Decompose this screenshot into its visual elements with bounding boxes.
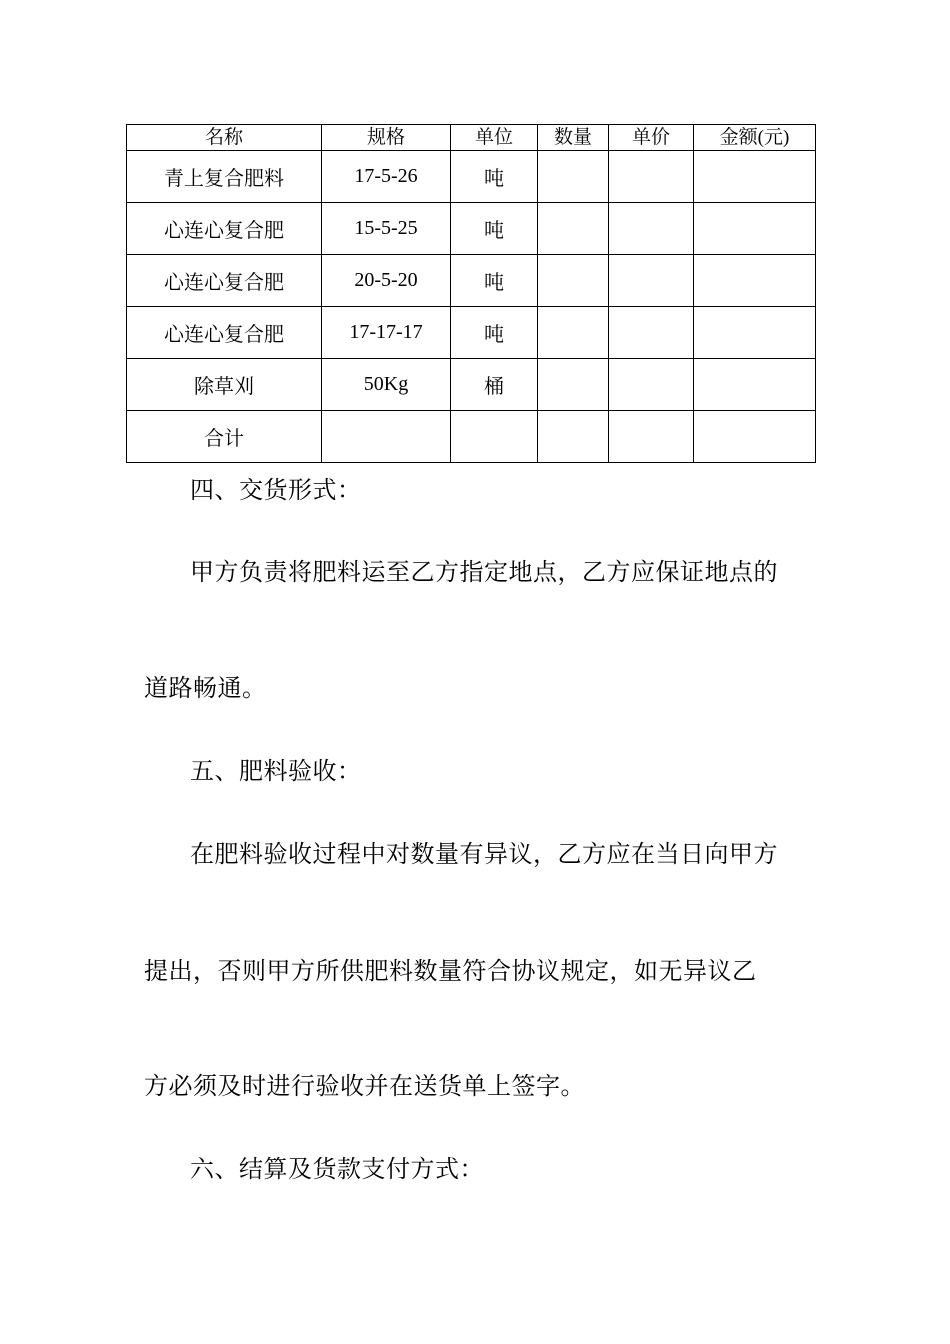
table-row [127,151,816,203]
fertilizer-table [126,124,816,463]
table-header-row [127,125,816,151]
cell-quantity [538,255,609,307]
cell-amount [694,151,816,203]
cell-name: 青上复合肥料 [127,151,322,203]
header-unit-price: 单价 [609,125,694,151]
table-row [127,359,816,411]
cell-unit: 吨 [451,307,538,359]
header-spec: 规格 [322,125,451,151]
cell-spec: 17-5-26 [322,151,451,203]
cell-name: 心连心复合肥 [127,255,322,307]
cell-unit-price [609,151,694,203]
cell-unit [451,411,538,463]
cell-name: 心连心复合肥 [127,203,322,255]
cell-spec [322,411,451,463]
cell-quantity [538,359,609,411]
header-quantity: 数量 [538,125,609,151]
section-6-heading: 六、结算及货款支付方式： [190,1155,484,1183]
paragraph-line: 甲方负责将肥料运至乙方指定地点，乙方应保证地点的 [190,558,778,586]
cell-amount [694,307,816,359]
paragraph-line: 道路畅通。 [144,674,267,702]
cell-amount [694,203,816,255]
cell-total-label: 合计 [127,411,322,463]
paragraph-line: 提出，否则甲方所供肥料数量符合协议规定，如无异议乙 [144,957,757,985]
header-unit: 单位 [451,125,538,151]
cell-unit: 吨 [451,255,538,307]
cell-total-amount [694,411,816,463]
cell-quantity [538,307,609,359]
section-5-heading: 五、肥料验收： [190,757,362,785]
cell-unit-price [609,203,694,255]
paragraph-line: 方必须及时进行验收并在送货单上签字。 [144,1072,585,1100]
header-name: 名称 [127,125,322,151]
table-row [127,203,816,255]
cell-quantity [538,411,609,463]
cell-amount [694,255,816,307]
cell-quantity [538,151,609,203]
cell-unit: 桶 [451,359,538,411]
cell-quantity [538,203,609,255]
cell-amount [694,359,816,411]
cell-unit-price [609,255,694,307]
table-total-row [127,411,816,463]
cell-spec: 17-17-17 [322,307,451,359]
cell-unit: 吨 [451,151,538,203]
cell-name: 心连心复合肥 [127,307,322,359]
section-4-heading: 四、交货形式： [190,476,362,504]
table-row [127,255,816,307]
cell-unit-price [609,307,694,359]
cell-unit-price [609,411,694,463]
header-amount: 金额(元) [694,125,816,151]
cell-spec: 20-5-20 [322,255,451,307]
cell-unit: 吨 [451,203,538,255]
cell-unit-price [609,359,694,411]
cell-name: 除草刈 [127,359,322,411]
cell-spec: 50Kg [322,359,451,411]
paragraph-line: 在肥料验收过程中对数量有异议，乙方应在当日向甲方 [190,840,778,868]
table-row [127,307,816,359]
cell-spec: 15-5-25 [322,203,451,255]
